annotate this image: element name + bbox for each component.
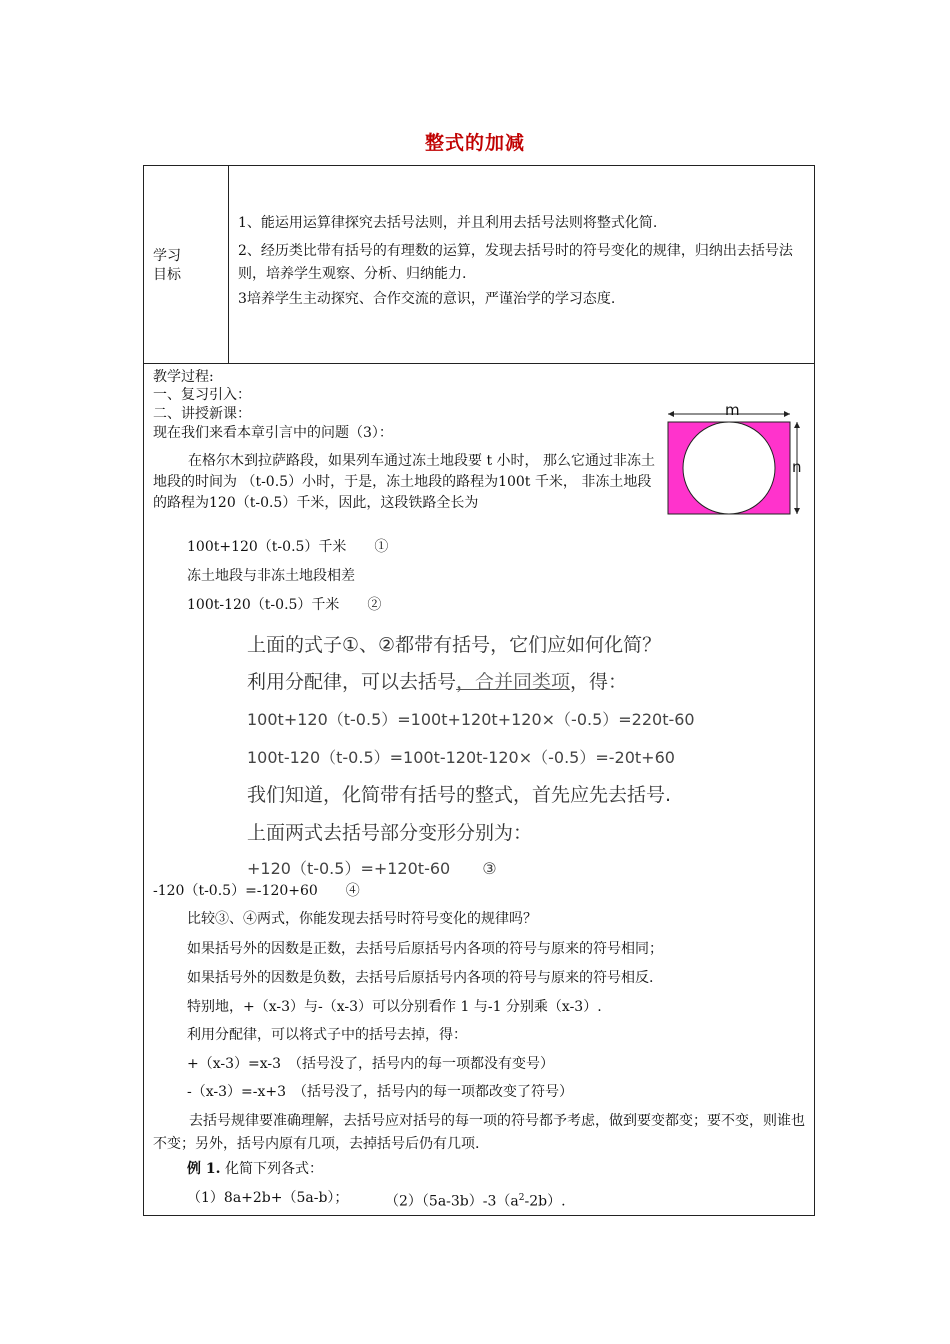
example-positive: +（x-3）=x-3 （括号没了，括号内的每一项都没有变号） xyxy=(187,1056,555,1072)
objective-1: 1、能运用运算律探究去括号法则，并且利用去括号法则将整式化简. xyxy=(238,215,658,231)
derivation-1: 100t+120（t-0.5）=100t+120t+120×（-0.5）=220t-60 xyxy=(247,710,695,729)
example-instruction: 化简下列各式： xyxy=(224,1161,323,1177)
railway-story: 在格尔木到拉萨路段，如果列车通过冻土地段要 t 小时， 那么它通过非冻土地段的时间为 （t-0.5）小时，于是，冻土地段的路程为100t 千米， 非冻土地段的路程为120（t-0.5）千米，因此，这段铁路全长为 xyxy=(153,453,655,511)
example-question-2: $(2)(5a-3b)-3(a^2-2b)$. xyxy=(385,1193,566,1210)
rule-summary: 去括号规律要准确理解，去括号应对括号的每一项的符号都予考虑，做到要变都变；要不变，则谁也不变；另外，括号内原有几项，去掉括号后仍有几项. xyxy=(153,1113,805,1152)
row-divider xyxy=(143,363,815,364)
distributive-text: 利用分配律，可以去括号 xyxy=(247,671,457,693)
rule-negative: 如果括号外的因数是负数，去括号后原括号内各项的符号与原来的符号相反. xyxy=(187,970,654,986)
rule-positive: 如果括号外的因数是正数，去括号后原括号内各项的符号与原来的符号相同； xyxy=(187,941,663,957)
objectives-label-line1: 学习 xyxy=(153,248,181,264)
expression-2: 100t-120（t-0.5）千米 ② xyxy=(187,597,382,613)
transform-intro: 上面两式去括号部分变形分别为： xyxy=(247,822,533,844)
objectives-label-line2: 目标 xyxy=(153,267,181,283)
column-divider xyxy=(228,165,229,364)
example-label: 例 1. xyxy=(187,1161,221,1177)
difference-text: 冻土地段与非冻土地段相差 xyxy=(187,568,355,584)
compare-question: 比较③、④两式，你能发现去括号时符号变化的规律吗？ xyxy=(187,911,537,927)
intro-question: 现在我们来看本章引言中的问题（3）： xyxy=(153,425,393,441)
process-heading: 教学过程: xyxy=(153,369,214,385)
expression-4: -120（t-0.5）=-120+60 ④ xyxy=(153,883,360,899)
special-case: 特别地，+（x-3）与-（x-3）可以分别看作 1 与-1 分别乘（x-3）. xyxy=(187,999,602,1015)
example-question-1: （1）8a+2b+（5a-b）； xyxy=(187,1190,349,1206)
label-n: n xyxy=(792,458,802,476)
objective-3: 3培养学生主动探究、合作交流的意识，严谨治学的学习态度. xyxy=(238,291,616,307)
combine-like-terms: ，合并同类项 xyxy=(456,671,571,693)
rectangle-circle-diagram xyxy=(662,402,810,520)
example-heading xyxy=(187,1160,323,1178)
page-title: 整式的加减 xyxy=(424,132,525,154)
objective-2: 2、经历类比带有括号的有理数的运算，发现去括号时的符号变化的规律，归纳出去括号法则，培养学生观察、分析、归纳能力. xyxy=(238,243,793,282)
section-new-lesson: 二、讲授新课： xyxy=(153,406,251,422)
expression-1: 100t+120（t-0.5）千米 ① xyxy=(187,539,389,555)
remove-brackets-first: 我们知道，化简带有括号的整式，首先应先去括号. xyxy=(247,784,672,806)
section-review: 一、复习引入： xyxy=(153,387,251,403)
derivation-2: 100t-120（t-0.5）=100t-120t-120×（-0.5）=-20t+60 xyxy=(247,748,675,767)
example-negative: -（x-3）=-x+3 （括号没了，括号内的每一项都改变了符号） xyxy=(187,1084,574,1100)
label-m: m xyxy=(725,401,740,419)
question-simplify: 上面的式子①、②都带有括号，它们应如何化简？ xyxy=(247,634,662,656)
inscribed-circle xyxy=(683,422,775,514)
result-colon: ，得： xyxy=(570,671,628,693)
distributive-line xyxy=(247,667,627,694)
expression-3: +120（t-0.5）=+120t-60 ③ xyxy=(247,859,497,878)
distributive-removal: 利用分配律，可以将式子中的括号去掉，得： xyxy=(187,1027,467,1043)
